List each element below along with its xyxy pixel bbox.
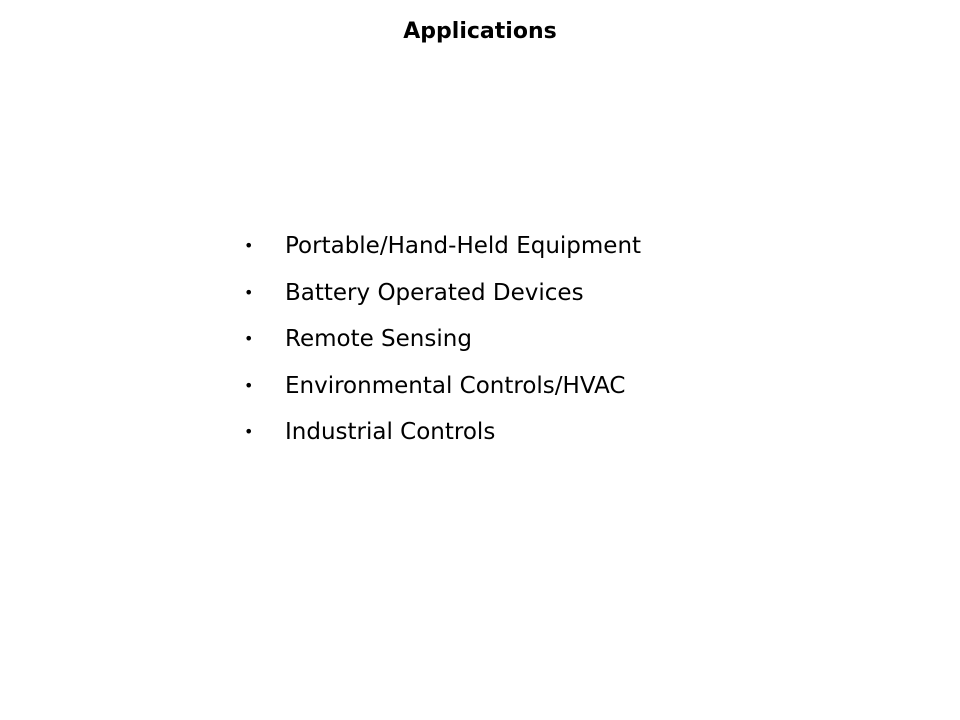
bullet-icon: • xyxy=(244,236,254,255)
list-item xyxy=(242,319,802,359)
bullet-text: Environmental Controls/HVAC xyxy=(285,372,626,399)
bullet-icon: • xyxy=(244,422,254,441)
bullet-icon: • xyxy=(244,375,254,395)
list-item xyxy=(242,412,802,452)
bullet-text: Portable/Hand-Held Equipment xyxy=(285,233,642,259)
list-item xyxy=(242,366,802,406)
list-item xyxy=(242,226,802,266)
bullet-icon: • xyxy=(244,329,254,348)
bullet-icon: • xyxy=(244,282,254,302)
bullet-text: Remote Sensing xyxy=(285,326,472,352)
slide-title: Applications xyxy=(403,19,557,44)
bullet-text: Battery Operated Devices xyxy=(285,279,584,306)
bullet-text: Industrial Controls xyxy=(285,419,496,445)
bullet-list xyxy=(242,226,802,459)
list-item xyxy=(242,273,802,313)
